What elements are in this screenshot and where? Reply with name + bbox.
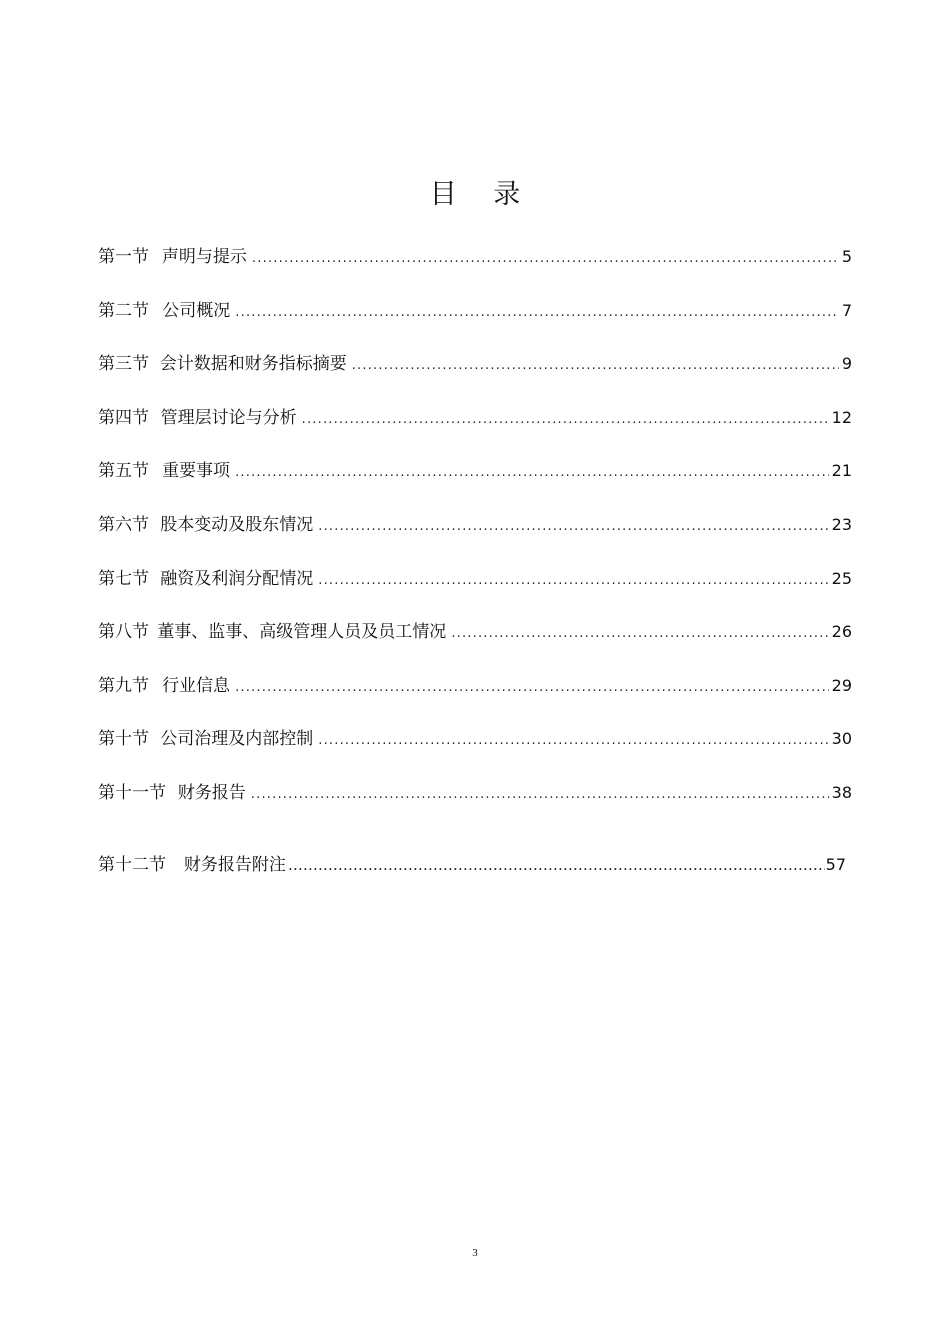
toc-leader-dots [318, 733, 828, 748]
toc-section-number: 第十一节 [98, 782, 166, 803]
toc-page-number: 30 [831, 729, 852, 749]
toc-entry-3[interactable] [98, 349, 852, 403]
toc-section-number: 第六节 [98, 514, 149, 535]
toc-section-number: 第二节 [98, 300, 149, 321]
toc-entry-6[interactable] [98, 510, 852, 564]
toc-page-number: 29 [831, 675, 852, 695]
toc-leader-dots [235, 465, 829, 480]
toc-leader-dots [251, 787, 829, 802]
table-of-contents [98, 242, 852, 903]
toc-entry-8[interactable] [98, 617, 852, 671]
toc-section-number: 第四节 [98, 407, 149, 428]
toc-leader-dots [288, 856, 825, 874]
toc-section-title: 股本变动及股东情况 [160, 514, 314, 535]
toc-section-number: 第十节 [98, 729, 149, 750]
toc-section-number: 第八节 [98, 622, 149, 643]
toc-section-title: 财务报告 [177, 782, 246, 803]
toc-page-number: 21 [831, 461, 852, 481]
toc-leader-dots [235, 305, 839, 320]
toc-section-title: 会计数据和财务指标摘要 [159, 354, 347, 375]
toc-section-title: 财务报告附注 [183, 854, 286, 875]
toc-leader-dots [451, 626, 828, 641]
toc-leader-dots [235, 680, 829, 695]
toc-entry-12[interactable] [98, 850, 852, 904]
toc-section-title: 公司概况 [162, 300, 231, 321]
toc-leader-dots [252, 251, 839, 266]
toc-entry-1[interactable] [98, 242, 852, 296]
toc-section-title: 行业信息 [162, 675, 231, 696]
toc-page-number: 9 [841, 354, 852, 374]
toc-section-number: 第三节 [98, 354, 149, 375]
toc-section-number: 第十二节 [98, 854, 166, 875]
toc-section-title: 重要事项 [162, 461, 231, 482]
page-title: 目 录 [429, 179, 535, 210]
toc-leader-dots [318, 519, 828, 534]
toc-page-number: 23 [831, 514, 852, 534]
toc-entry-10[interactable] [98, 724, 852, 778]
toc-page-number: 26 [831, 622, 852, 642]
toc-entry-9[interactable] [98, 671, 852, 725]
toc-section-title: 声明与提示 [161, 247, 247, 267]
toc-section-title: 公司治理及内部控制 [160, 729, 314, 750]
toc-leader-dots [302, 412, 829, 427]
toc-entry-4[interactable] [98, 403, 852, 457]
page-number: 3 [472, 1247, 478, 1259]
toc-entry-5[interactable] [98, 456, 852, 510]
toc-entry-2[interactable] [98, 296, 852, 350]
toc-section-title: 融资及利润分配情况 [160, 568, 314, 589]
toc-section-number: 第一节 [98, 247, 149, 267]
toc-section-title: 管理层讨论与分析 [160, 407, 297, 428]
toc-page-number: 38 [831, 782, 852, 802]
toc-leader-dots [352, 358, 839, 373]
toc-page-number: 57 [825, 854, 846, 874]
toc-section-number: 第九节 [98, 675, 149, 696]
toc-page-number: 25 [831, 568, 852, 588]
toc-page-number: 12 [831, 407, 852, 427]
toc-entry-11[interactable] [98, 778, 852, 832]
toc-leader-dots [318, 573, 828, 588]
toc-entry-7[interactable] [98, 564, 852, 618]
toc-page-number: 7 [841, 300, 852, 320]
toc-section-number: 第七节 [98, 568, 149, 589]
toc-page-number: 5 [841, 247, 852, 266]
toc-section-title: 董事、监事、高级管理人员及员工情况 [157, 622, 447, 643]
toc-section-number: 第五节 [98, 461, 149, 482]
